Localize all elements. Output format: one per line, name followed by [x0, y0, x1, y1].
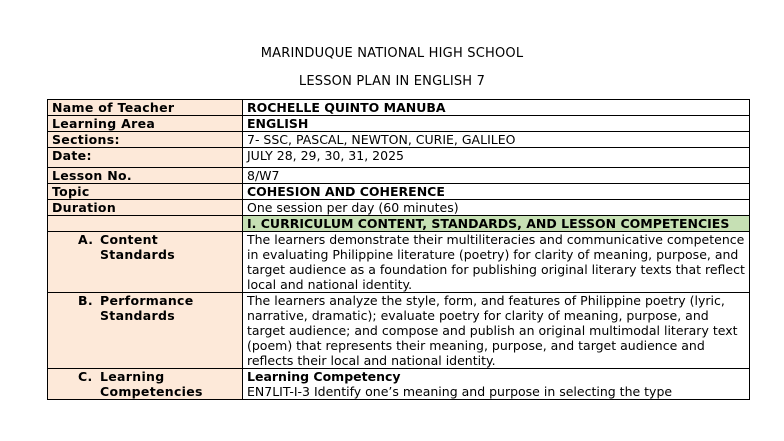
- competencies-heading: Learning Competency: [247, 369, 401, 384]
- sections-value: 7- SSC, PASCAL, NEWTON, CURIE, GALILEO: [243, 132, 750, 148]
- table-row: [48, 116, 750, 132]
- table-row: [48, 293, 750, 369]
- duration-value: One session per day (60 minutes): [243, 200, 750, 216]
- lesson-plan-table: [47, 99, 750, 400]
- learning-area-value: ENGLISH: [243, 116, 750, 132]
- section-one-heading: I. CURRICULUM CONTENT, STANDARDS, AND LESSON COMPETENCIES: [243, 216, 750, 232]
- topic-value: COHESION AND COHERENCE: [243, 184, 750, 200]
- date-label: Date:: [48, 148, 243, 168]
- performance-standards-letter: B.: [78, 293, 93, 308]
- table-row: [48, 216, 750, 232]
- performance-standards-value: The learners analyze the style, form, and features of Philippine poetry (lyric, narrative, dramatic); evaluate poetry for clarity of meaning, purpose, and target audience; and compose and publish an original multimodal literary text (poem) that represents their meaning, purpose, and target audience and reflects their local and national identity.: [243, 293, 750, 369]
- table-row: [48, 369, 750, 400]
- duration-label: Duration: [48, 200, 243, 216]
- competencies-label-line1: Learning: [100, 369, 165, 384]
- sections-label: Sections:: [48, 132, 243, 148]
- date-value: JULY 28, 29, 30, 31, 2025: [243, 148, 750, 168]
- table-row: [48, 168, 750, 184]
- table-row: [48, 200, 750, 216]
- section-one-spacer: [48, 216, 243, 232]
- school-name: MARINDUQUE NATIONAL HIGH SCHOOL: [260, 46, 524, 61]
- performance-standards-label-line1: Performance: [100, 293, 194, 308]
- table-row: [48, 100, 750, 116]
- table-row: [48, 232, 750, 293]
- content-standards-value: The learners demonstrate their multiliteracies and communicative competence in evaluating Philippine literature (poetry) for clarity of meaning, purpose, and target audience as a foundation for publishing original literary texts that reflect local and national identity.: [243, 232, 750, 293]
- content-standards-letter: A.: [78, 232, 94, 247]
- topic-label: Topic: [48, 184, 243, 200]
- table-row: [48, 148, 750, 168]
- performance-standards-label-line2: Standards: [100, 308, 175, 323]
- lesson-no-label: Lesson No.: [48, 168, 243, 184]
- lesson-plan-title: LESSON PLAN IN ENGLISH 7: [298, 74, 486, 89]
- learning-area-label: Learning Area: [48, 116, 243, 132]
- teacher-label: Name of Teacher: [48, 100, 243, 116]
- competencies-label: [48, 369, 243, 400]
- content-standards-label-line2: Standards: [100, 247, 175, 262]
- content-standards-label-line1: Content: [100, 232, 159, 247]
- table-row: [48, 132, 750, 148]
- competencies-value-cell: [243, 369, 750, 400]
- table-row: [48, 184, 750, 200]
- competencies-value: EN7LIT-I-3 Identify one’s meaning and purpose in selecting the type: [247, 384, 673, 399]
- competencies-label-line2: Competencies: [100, 384, 203, 399]
- content-standards-label: [48, 232, 243, 293]
- lesson-no-value: 8/W7: [243, 168, 750, 184]
- competencies-letter: C.: [78, 369, 93, 384]
- performance-standards-label: [48, 293, 243, 369]
- teacher-value: ROCHELLE QUINTO MANUBA: [243, 100, 750, 116]
